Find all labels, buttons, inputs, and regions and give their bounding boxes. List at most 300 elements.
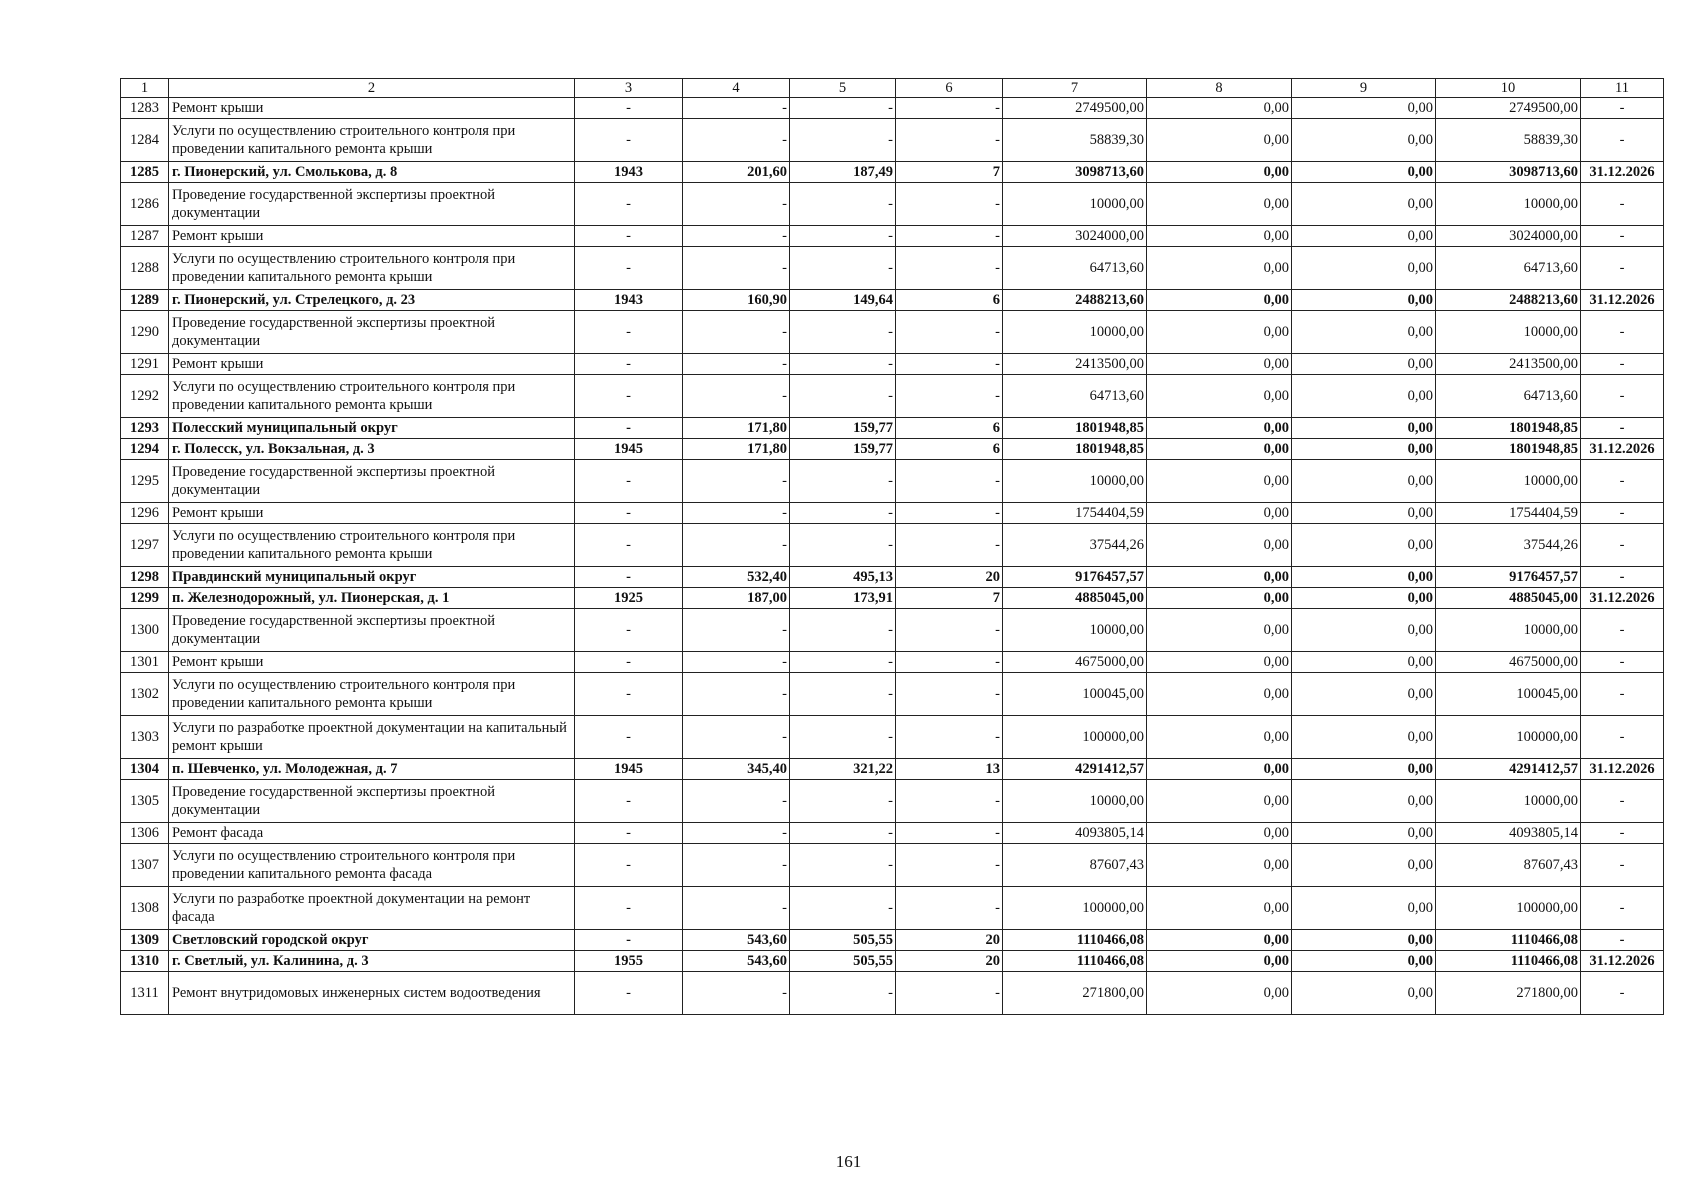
residents-cell: - bbox=[896, 609, 1003, 652]
row-number-cell: 1300 bbox=[121, 609, 169, 652]
deadline-cell: - bbox=[1581, 844, 1664, 887]
deadline-cell: - bbox=[1581, 930, 1664, 951]
deadline-cell: - bbox=[1581, 119, 1664, 162]
residents-cell: 6 bbox=[896, 418, 1003, 439]
other-cost-cell: 0,00 bbox=[1292, 887, 1436, 930]
row-number-cell: 1310 bbox=[121, 951, 169, 972]
work-description-cell: Проведение государственной экспертизы проектной документации bbox=[169, 311, 575, 354]
row-number-cell: 1291 bbox=[121, 354, 169, 375]
year-cell: - bbox=[575, 887, 683, 930]
table-row bbox=[121, 673, 1664, 716]
header-cell: 6 bbox=[896, 79, 1003, 98]
table-row bbox=[121, 290, 1664, 311]
total-cost-cell: 4675000,00 bbox=[1003, 652, 1147, 673]
total-area-cell: - bbox=[683, 673, 790, 716]
year-cell: - bbox=[575, 673, 683, 716]
row-number-cell: 1290 bbox=[121, 311, 169, 354]
other-cost-cell: 0,00 bbox=[1292, 375, 1436, 418]
header-cell: 3 bbox=[575, 79, 683, 98]
owner-cost-cell: 3024000,00 bbox=[1436, 226, 1581, 247]
owner-cost-cell: 1110466,08 bbox=[1436, 951, 1581, 972]
owner-cost-cell: 2749500,00 bbox=[1436, 98, 1581, 119]
document-sheet bbox=[120, 78, 1663, 1015]
work-description-cell: Услуги по разработке проектной документации на капитальный ремонт крыши bbox=[169, 716, 575, 759]
deadline-cell: - bbox=[1581, 823, 1664, 844]
total-area-cell: - bbox=[683, 460, 790, 503]
total-cost-cell: 9176457,57 bbox=[1003, 567, 1147, 588]
total-cost-cell: 37544,26 bbox=[1003, 524, 1147, 567]
living-area-cell: - bbox=[790, 823, 896, 844]
work-description-cell: Услуги по осуществлению строительного контроля при проведении капитального ремонта крыши bbox=[169, 375, 575, 418]
deadline-cell: - bbox=[1581, 375, 1664, 418]
other-cost-cell: 0,00 bbox=[1292, 780, 1436, 823]
residents-cell: - bbox=[896, 503, 1003, 524]
deadline-cell: - bbox=[1581, 972, 1664, 1015]
year-cell: - bbox=[575, 972, 683, 1015]
work-description-cell: Ремонт внутридомовых инженерных систем водоотведения bbox=[169, 972, 575, 1015]
residents-cell: - bbox=[896, 823, 1003, 844]
table-row bbox=[121, 226, 1664, 247]
residents-cell: 6 bbox=[896, 439, 1003, 460]
year-cell: 1943 bbox=[575, 290, 683, 311]
table-row bbox=[121, 418, 1664, 439]
other-cost-cell: 0,00 bbox=[1292, 119, 1436, 162]
year-cell: - bbox=[575, 375, 683, 418]
year-cell: - bbox=[575, 503, 683, 524]
work-description-cell: п. Железнодорожный, ул. Пионерская, д. 1 bbox=[169, 588, 575, 609]
living-area-cell: - bbox=[790, 503, 896, 524]
fund-cost-cell: 0,00 bbox=[1147, 247, 1292, 290]
owner-cost-cell: 10000,00 bbox=[1436, 460, 1581, 503]
residents-cell: 6 bbox=[896, 290, 1003, 311]
living-area-cell: - bbox=[790, 609, 896, 652]
deadline-cell: - bbox=[1581, 247, 1664, 290]
living-area-cell: - bbox=[790, 652, 896, 673]
living-area-cell: 505,55 bbox=[790, 951, 896, 972]
year-cell: - bbox=[575, 780, 683, 823]
total-area-cell: - bbox=[683, 354, 790, 375]
total-cost-cell: 3024000,00 bbox=[1003, 226, 1147, 247]
residents-cell: - bbox=[896, 844, 1003, 887]
living-area-cell: - bbox=[790, 780, 896, 823]
header-cell: 9 bbox=[1292, 79, 1436, 98]
work-description-cell: Проведение государственной экспертизы проектной документации bbox=[169, 183, 575, 226]
total-area-cell: - bbox=[683, 98, 790, 119]
deadline-cell: 31.12.2026 bbox=[1581, 439, 1664, 460]
owner-cost-cell: 100000,00 bbox=[1436, 716, 1581, 759]
work-description-cell: Ремонт фасада bbox=[169, 823, 575, 844]
fund-cost-cell: 0,00 bbox=[1147, 375, 1292, 418]
table-row bbox=[121, 972, 1664, 1015]
total-area-cell: 543,60 bbox=[683, 930, 790, 951]
residents-cell: - bbox=[896, 183, 1003, 226]
fund-cost-cell: 0,00 bbox=[1147, 503, 1292, 524]
table-row bbox=[121, 183, 1664, 226]
year-cell: - bbox=[575, 844, 683, 887]
deadline-cell: 31.12.2026 bbox=[1581, 290, 1664, 311]
table-row bbox=[121, 652, 1664, 673]
work-description-cell: Услуги по осуществлению строительного контроля при проведении капитального ремонта крыши bbox=[169, 673, 575, 716]
owner-cost-cell: 58839,30 bbox=[1436, 119, 1581, 162]
work-description-cell: Услуги по разработке проектной документации на ремонт фасада bbox=[169, 887, 575, 930]
owner-cost-cell: 64713,60 bbox=[1436, 375, 1581, 418]
residents-cell: 20 bbox=[896, 951, 1003, 972]
residents-cell: - bbox=[896, 247, 1003, 290]
row-number-cell: 1285 bbox=[121, 162, 169, 183]
residents-cell: - bbox=[896, 460, 1003, 503]
work-description-cell: Услуги по осуществлению строительного контроля при проведении капитального ремонта крыши bbox=[169, 524, 575, 567]
fund-cost-cell: 0,00 bbox=[1147, 354, 1292, 375]
total-area-cell: - bbox=[683, 844, 790, 887]
residents-cell: - bbox=[896, 311, 1003, 354]
residents-cell: 20 bbox=[896, 930, 1003, 951]
row-number-cell: 1298 bbox=[121, 567, 169, 588]
fund-cost-cell: 0,00 bbox=[1147, 311, 1292, 354]
living-area-cell: - bbox=[790, 887, 896, 930]
deadline-cell: - bbox=[1581, 652, 1664, 673]
residents-cell: - bbox=[896, 375, 1003, 418]
total-cost-cell: 10000,00 bbox=[1003, 183, 1147, 226]
owner-cost-cell: 10000,00 bbox=[1436, 609, 1581, 652]
page-number: 161 bbox=[835, 1152, 862, 1171]
total-area-cell: - bbox=[683, 780, 790, 823]
table-row bbox=[121, 823, 1664, 844]
residents-cell: - bbox=[896, 673, 1003, 716]
row-number-cell: 1294 bbox=[121, 439, 169, 460]
row-number-cell: 1305 bbox=[121, 780, 169, 823]
fund-cost-cell: 0,00 bbox=[1147, 780, 1292, 823]
year-cell: - bbox=[575, 652, 683, 673]
total-cost-cell: 271800,00 bbox=[1003, 972, 1147, 1015]
residents-cell: - bbox=[896, 887, 1003, 930]
residents-cell: 7 bbox=[896, 588, 1003, 609]
owner-cost-cell: 9176457,57 bbox=[1436, 567, 1581, 588]
living-area-cell: 321,22 bbox=[790, 759, 896, 780]
other-cost-cell: 0,00 bbox=[1292, 524, 1436, 567]
deadline-cell: - bbox=[1581, 311, 1664, 354]
row-number-cell: 1297 bbox=[121, 524, 169, 567]
residents-cell: - bbox=[896, 716, 1003, 759]
total-cost-cell: 1110466,08 bbox=[1003, 930, 1147, 951]
other-cost-cell: 0,00 bbox=[1292, 162, 1436, 183]
fund-cost-cell: 0,00 bbox=[1147, 951, 1292, 972]
header-cell: 4 bbox=[683, 79, 790, 98]
living-area-cell: - bbox=[790, 673, 896, 716]
row-number-cell: 1292 bbox=[121, 375, 169, 418]
table-row bbox=[121, 588, 1664, 609]
total-area-cell: - bbox=[683, 972, 790, 1015]
owner-cost-cell: 3098713,60 bbox=[1436, 162, 1581, 183]
year-cell: - bbox=[575, 311, 683, 354]
fund-cost-cell: 0,00 bbox=[1147, 290, 1292, 311]
living-area-cell: 149,64 bbox=[790, 290, 896, 311]
fund-cost-cell: 0,00 bbox=[1147, 716, 1292, 759]
total-area-cell: 532,40 bbox=[683, 567, 790, 588]
table-row bbox=[121, 311, 1664, 354]
other-cost-cell: 0,00 bbox=[1292, 247, 1436, 290]
work-description-cell: Ремонт крыши bbox=[169, 354, 575, 375]
owner-cost-cell: 37544,26 bbox=[1436, 524, 1581, 567]
table-row bbox=[121, 98, 1664, 119]
row-number-cell: 1306 bbox=[121, 823, 169, 844]
row-number-cell: 1301 bbox=[121, 652, 169, 673]
owner-cost-cell: 1801948,85 bbox=[1436, 418, 1581, 439]
row-number-cell: 1311 bbox=[121, 972, 169, 1015]
total-cost-cell: 100000,00 bbox=[1003, 716, 1147, 759]
fund-cost-cell: 0,00 bbox=[1147, 418, 1292, 439]
total-cost-cell: 2413500,00 bbox=[1003, 354, 1147, 375]
owner-cost-cell: 2413500,00 bbox=[1436, 354, 1581, 375]
year-cell: - bbox=[575, 823, 683, 844]
total-area-cell: 160,90 bbox=[683, 290, 790, 311]
fund-cost-cell: 0,00 bbox=[1147, 930, 1292, 951]
year-cell: - bbox=[575, 460, 683, 503]
living-area-cell: - bbox=[790, 375, 896, 418]
year-cell: 1925 bbox=[575, 588, 683, 609]
total-cost-cell: 64713,60 bbox=[1003, 375, 1147, 418]
row-number-cell: 1303 bbox=[121, 716, 169, 759]
other-cost-cell: 0,00 bbox=[1292, 588, 1436, 609]
table-row bbox=[121, 844, 1664, 887]
header-cell: 7 bbox=[1003, 79, 1147, 98]
total-area-cell: - bbox=[683, 226, 790, 247]
owner-cost-cell: 10000,00 bbox=[1436, 311, 1581, 354]
deadline-cell: 31.12.2026 bbox=[1581, 588, 1664, 609]
deadline-cell: - bbox=[1581, 503, 1664, 524]
other-cost-cell: 0,00 bbox=[1292, 930, 1436, 951]
owner-cost-cell: 271800,00 bbox=[1436, 972, 1581, 1015]
year-cell: - bbox=[575, 119, 683, 162]
row-number-cell: 1289 bbox=[121, 290, 169, 311]
fund-cost-cell: 0,00 bbox=[1147, 673, 1292, 716]
table-row bbox=[121, 567, 1664, 588]
table-row bbox=[121, 759, 1664, 780]
header-cell: 5 bbox=[790, 79, 896, 98]
living-area-cell: 159,77 bbox=[790, 439, 896, 460]
deadline-cell: - bbox=[1581, 609, 1664, 652]
total-area-cell: - bbox=[683, 375, 790, 418]
fund-cost-cell: 0,00 bbox=[1147, 524, 1292, 567]
row-number-cell: 1286 bbox=[121, 183, 169, 226]
fund-cost-cell: 0,00 bbox=[1147, 823, 1292, 844]
owner-cost-cell: 87607,43 bbox=[1436, 844, 1581, 887]
work-description-cell: г. Пионерский, ул. Стрелецкого, д. 23 bbox=[169, 290, 575, 311]
row-number-cell: 1295 bbox=[121, 460, 169, 503]
table-row bbox=[121, 354, 1664, 375]
work-description-cell: Услуги по осуществлению строительного контроля при проведении капитального ремонта крыши bbox=[169, 247, 575, 290]
total-cost-cell: 4093805,14 bbox=[1003, 823, 1147, 844]
living-area-cell: - bbox=[790, 844, 896, 887]
year-cell: - bbox=[575, 418, 683, 439]
deadline-cell: 31.12.2026 bbox=[1581, 951, 1664, 972]
total-cost-cell: 10000,00 bbox=[1003, 311, 1147, 354]
other-cost-cell: 0,00 bbox=[1292, 503, 1436, 524]
work-description-cell: Проведение государственной экспертизы проектной документации bbox=[169, 460, 575, 503]
capital-repair-table bbox=[120, 78, 1664, 1015]
row-number-cell: 1293 bbox=[121, 418, 169, 439]
year-cell: - bbox=[575, 930, 683, 951]
deadline-cell: - bbox=[1581, 226, 1664, 247]
table-row bbox=[121, 503, 1664, 524]
total-cost-cell: 1801948,85 bbox=[1003, 439, 1147, 460]
fund-cost-cell: 0,00 bbox=[1147, 567, 1292, 588]
other-cost-cell: 0,00 bbox=[1292, 951, 1436, 972]
row-number-cell: 1308 bbox=[121, 887, 169, 930]
row-number-cell: 1304 bbox=[121, 759, 169, 780]
year-cell: - bbox=[575, 226, 683, 247]
living-area-cell: - bbox=[790, 247, 896, 290]
row-number-cell: 1287 bbox=[121, 226, 169, 247]
total-area-cell: - bbox=[683, 823, 790, 844]
total-cost-cell: 2488213,60 bbox=[1003, 290, 1147, 311]
living-area-cell: - bbox=[790, 354, 896, 375]
work-description-cell: Услуги по осуществлению строительного контроля при проведении капитального ремонта фасада bbox=[169, 844, 575, 887]
fund-cost-cell: 0,00 bbox=[1147, 162, 1292, 183]
other-cost-cell: 0,00 bbox=[1292, 716, 1436, 759]
total-cost-cell: 10000,00 bbox=[1003, 460, 1147, 503]
residents-cell: - bbox=[896, 119, 1003, 162]
total-cost-cell: 1754404,59 bbox=[1003, 503, 1147, 524]
deadline-cell: - bbox=[1581, 887, 1664, 930]
total-area-cell: 201,60 bbox=[683, 162, 790, 183]
total-cost-cell: 100000,00 bbox=[1003, 887, 1147, 930]
residents-cell: 13 bbox=[896, 759, 1003, 780]
header-cell: 1 bbox=[121, 79, 169, 98]
column-number-header bbox=[121, 79, 1664, 98]
fund-cost-cell: 0,00 bbox=[1147, 226, 1292, 247]
deadline-cell: - bbox=[1581, 183, 1664, 226]
work-description-cell: Полесский муниципальный округ bbox=[169, 418, 575, 439]
year-cell: - bbox=[575, 524, 683, 567]
residents-cell: - bbox=[896, 226, 1003, 247]
year-cell: - bbox=[575, 609, 683, 652]
table-row bbox=[121, 780, 1664, 823]
year-cell: - bbox=[575, 183, 683, 226]
work-description-cell: Светловский городской округ bbox=[169, 930, 575, 951]
owner-cost-cell: 1110466,08 bbox=[1436, 930, 1581, 951]
work-description-cell: Проведение государственной экспертизы проектной документации bbox=[169, 609, 575, 652]
fund-cost-cell: 0,00 bbox=[1147, 609, 1292, 652]
fund-cost-cell: 0,00 bbox=[1147, 887, 1292, 930]
owner-cost-cell: 1754404,59 bbox=[1436, 503, 1581, 524]
total-cost-cell: 2749500,00 bbox=[1003, 98, 1147, 119]
deadline-cell: - bbox=[1581, 98, 1664, 119]
total-area-cell: - bbox=[683, 119, 790, 162]
deadline-cell: - bbox=[1581, 673, 1664, 716]
year-cell: - bbox=[575, 98, 683, 119]
row-number-cell: 1284 bbox=[121, 119, 169, 162]
other-cost-cell: 0,00 bbox=[1292, 972, 1436, 1015]
fund-cost-cell: 0,00 bbox=[1147, 98, 1292, 119]
living-area-cell: - bbox=[790, 524, 896, 567]
fund-cost-cell: 0,00 bbox=[1147, 972, 1292, 1015]
work-description-cell: г. Светлый, ул. Калинина, д. 3 bbox=[169, 951, 575, 972]
living-area-cell: - bbox=[790, 716, 896, 759]
deadline-cell: 31.12.2026 bbox=[1581, 759, 1664, 780]
owner-cost-cell: 4291412,57 bbox=[1436, 759, 1581, 780]
residents-cell: - bbox=[896, 972, 1003, 1015]
other-cost-cell: 0,00 bbox=[1292, 439, 1436, 460]
table-row bbox=[121, 439, 1664, 460]
fund-cost-cell: 0,00 bbox=[1147, 759, 1292, 780]
other-cost-cell: 0,00 bbox=[1292, 226, 1436, 247]
owner-cost-cell: 100045,00 bbox=[1436, 673, 1581, 716]
total-cost-cell: 3098713,60 bbox=[1003, 162, 1147, 183]
table-row bbox=[121, 460, 1664, 503]
residents-cell: - bbox=[896, 652, 1003, 673]
total-cost-cell: 10000,00 bbox=[1003, 609, 1147, 652]
fund-cost-cell: 0,00 bbox=[1147, 652, 1292, 673]
other-cost-cell: 0,00 bbox=[1292, 354, 1436, 375]
total-cost-cell: 58839,30 bbox=[1003, 119, 1147, 162]
living-area-cell: - bbox=[790, 460, 896, 503]
total-cost-cell: 64713,60 bbox=[1003, 247, 1147, 290]
living-area-cell: - bbox=[790, 98, 896, 119]
living-area-cell: 187,49 bbox=[790, 162, 896, 183]
year-cell: - bbox=[575, 247, 683, 290]
owner-cost-cell: 2488213,60 bbox=[1436, 290, 1581, 311]
owner-cost-cell: 10000,00 bbox=[1436, 780, 1581, 823]
other-cost-cell: 0,00 bbox=[1292, 183, 1436, 226]
total-area-cell: 345,40 bbox=[683, 759, 790, 780]
total-cost-cell: 4885045,00 bbox=[1003, 588, 1147, 609]
deadline-cell: 31.12.2026 bbox=[1581, 162, 1664, 183]
total-area-cell: 187,00 bbox=[683, 588, 790, 609]
other-cost-cell: 0,00 bbox=[1292, 844, 1436, 887]
other-cost-cell: 0,00 bbox=[1292, 418, 1436, 439]
fund-cost-cell: 0,00 bbox=[1147, 183, 1292, 226]
total-cost-cell: 10000,00 bbox=[1003, 780, 1147, 823]
owner-cost-cell: 1801948,85 bbox=[1436, 439, 1581, 460]
residents-cell: 7 bbox=[896, 162, 1003, 183]
residents-cell: - bbox=[896, 98, 1003, 119]
deadline-cell: - bbox=[1581, 567, 1664, 588]
row-number-cell: 1288 bbox=[121, 247, 169, 290]
year-cell: 1945 bbox=[575, 439, 683, 460]
work-description-cell: Ремонт крыши bbox=[169, 503, 575, 524]
total-area-cell: - bbox=[683, 503, 790, 524]
header-cell: 8 bbox=[1147, 79, 1292, 98]
total-area-cell: - bbox=[683, 652, 790, 673]
total-cost-cell: 4291412,57 bbox=[1003, 759, 1147, 780]
other-cost-cell: 0,00 bbox=[1292, 98, 1436, 119]
residents-cell: 20 bbox=[896, 567, 1003, 588]
total-cost-cell: 1801948,85 bbox=[1003, 418, 1147, 439]
total-area-cell: - bbox=[683, 887, 790, 930]
fund-cost-cell: 0,00 bbox=[1147, 844, 1292, 887]
table-row bbox=[121, 524, 1664, 567]
total-area-cell: 171,80 bbox=[683, 418, 790, 439]
deadline-cell: - bbox=[1581, 716, 1664, 759]
owner-cost-cell: 4093805,14 bbox=[1436, 823, 1581, 844]
other-cost-cell: 0,00 bbox=[1292, 290, 1436, 311]
year-cell: - bbox=[575, 716, 683, 759]
living-area-cell: - bbox=[790, 311, 896, 354]
work-description-cell: Ремонт крыши bbox=[169, 98, 575, 119]
total-area-cell: - bbox=[683, 716, 790, 759]
table-row bbox=[121, 375, 1664, 418]
owner-cost-cell: 64713,60 bbox=[1436, 247, 1581, 290]
total-area-cell: - bbox=[683, 247, 790, 290]
table-row bbox=[121, 930, 1664, 951]
residents-cell: - bbox=[896, 780, 1003, 823]
work-description-cell: г. Полесск, ул. Вокзальная, д. 3 bbox=[169, 439, 575, 460]
living-area-cell: - bbox=[790, 183, 896, 226]
total-cost-cell: 87607,43 bbox=[1003, 844, 1147, 887]
other-cost-cell: 0,00 bbox=[1292, 460, 1436, 503]
owner-cost-cell: 4675000,00 bbox=[1436, 652, 1581, 673]
row-number-cell: 1307 bbox=[121, 844, 169, 887]
